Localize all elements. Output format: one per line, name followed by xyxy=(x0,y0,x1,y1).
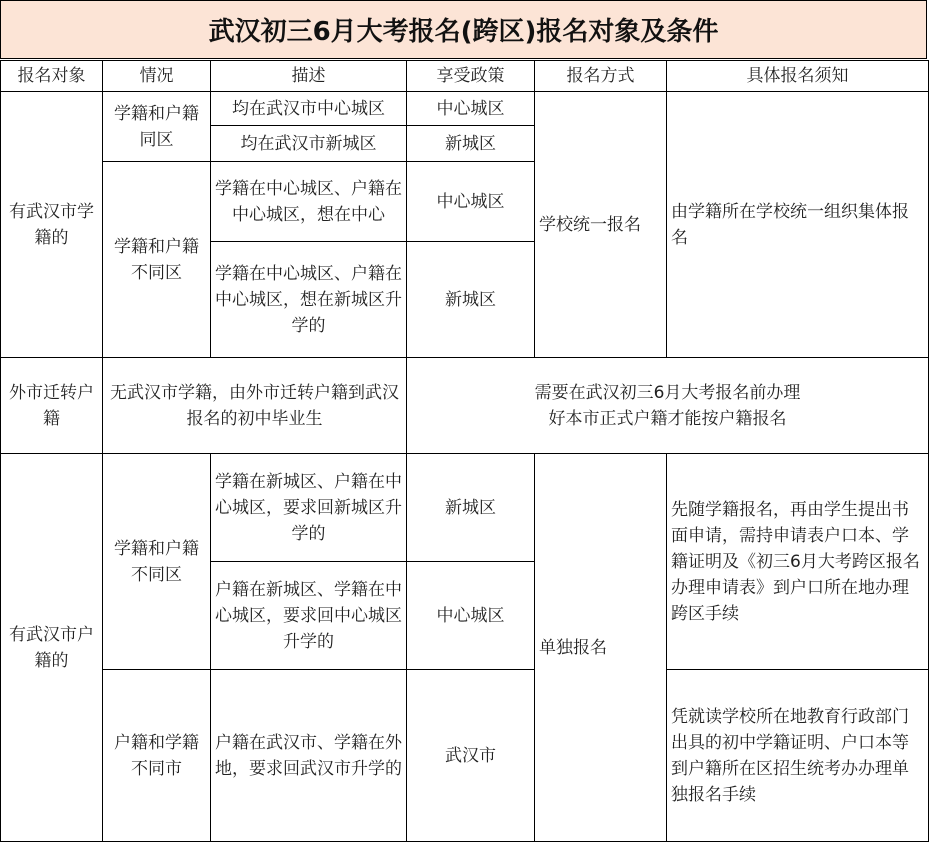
target-cell: 外市迁转户籍 xyxy=(1,358,103,454)
notice-cell xyxy=(407,358,929,454)
registration-table xyxy=(0,60,929,842)
policy-cell: 新城区 xyxy=(407,126,535,162)
header-notice: 具体报名须知 xyxy=(667,61,929,92)
notice-cell: 先随学籍报名，再由学生提出书面申请，需持申请表户口本、学籍证明及《初三6月大考跨区报名办理申请表》到户口所在地办理跨区手续 xyxy=(667,454,929,670)
policy-cell: 新城区 xyxy=(407,454,535,562)
description-cell: 学籍在中心城区、户籍在中心城区，想在新城区升学的 xyxy=(211,242,407,358)
header-policy: 享受政策 xyxy=(407,61,535,92)
target-cell: 有武汉市户籍的 xyxy=(1,454,103,842)
description-cell: 无武汉市学籍，由外市迁转户籍到武汉报名的初中毕业生 xyxy=(103,358,407,454)
page-title: 武汉初三6月大考报名(跨区)报名对象及条件 xyxy=(0,0,927,59)
method-cell: 学校统一报名 xyxy=(535,92,667,358)
description-cell: 学籍在新城区、户籍在中心城区，要求回新城区升学的 xyxy=(211,454,407,562)
notice-line: 需要在武汉初三6月大考报名前办理 xyxy=(534,382,801,403)
table-row xyxy=(1,92,929,126)
policy-cell: 中心城区 xyxy=(407,562,535,670)
situation-cell: 学籍和户籍同区 xyxy=(103,92,211,162)
policy-cell: 新城区 xyxy=(407,242,535,358)
notice-cell: 凭就读学校所在地教育行政部门出具的初中学籍证明、户口本等到户籍所在区招生统考办办理单独报名手续 xyxy=(667,670,929,842)
description-cell: 户籍在武汉市、学籍在外地，要求回武汉市升学的 xyxy=(211,670,407,842)
description-cell: 学籍在中心城区、户籍在中心城区，想在中心 xyxy=(211,162,407,242)
policy-cell: 武汉市 xyxy=(407,670,535,842)
policy-cell: 中心城区 xyxy=(407,162,535,242)
description-cell: 均在武汉市中心城区 xyxy=(211,92,407,126)
table-row xyxy=(1,454,929,562)
header-situation: 情况 xyxy=(103,61,211,92)
situation-cell: 户籍和学籍不同市 xyxy=(103,670,211,842)
table-header-row xyxy=(1,61,929,92)
method-cell: 单独报名 xyxy=(535,454,667,842)
situation-cell: 学籍和户籍不同区 xyxy=(103,162,211,358)
table-row xyxy=(1,358,929,454)
description-cell: 均在武汉市新城区 xyxy=(211,126,407,162)
situation-cell: 学籍和户籍不同区 xyxy=(103,454,211,670)
description-cell: 户籍在新城区、学籍在中心城区，要求回中心城区升学的 xyxy=(211,562,407,670)
notice-cell: 由学籍所在学校统一组织集体报名 xyxy=(667,92,929,358)
header-target: 报名对象 xyxy=(1,61,103,92)
table-row xyxy=(1,670,929,842)
notice-line: 好本市正式户籍才能按户籍报名 xyxy=(548,408,787,429)
header-description: 描述 xyxy=(211,61,407,92)
header-method: 报名方式 xyxy=(535,61,667,92)
target-cell: 有武汉市学籍的 xyxy=(1,92,103,358)
policy-cell: 中心城区 xyxy=(407,92,535,126)
